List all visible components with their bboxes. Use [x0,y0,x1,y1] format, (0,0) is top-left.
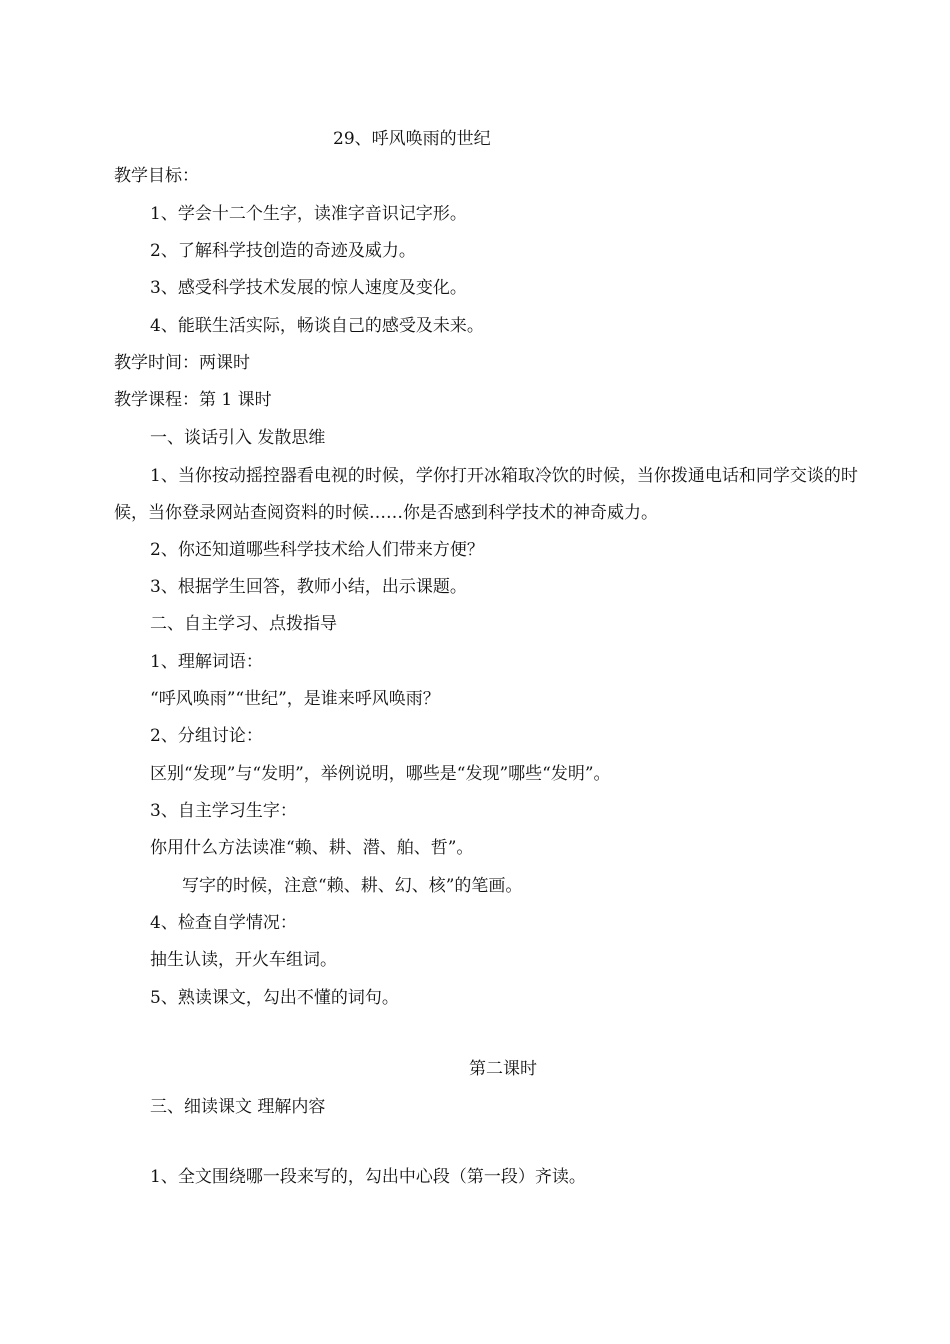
goals-heading: 教学目标： [114,166,199,186]
section-2-heading: 二、自主学习、点拨指导 [150,614,337,634]
section-2-item-5: 5、熟读课文，勾出不懂的词句。 [150,988,399,1008]
section-2-item-4: 4、检查自学情况： [150,913,297,933]
section-3-heading: 三、细读课文 理解内容 [150,1097,326,1117]
section-2-item-2: 2、分组讨论： [150,726,263,746]
section-2-item-1: 1、理解词语： [150,652,263,672]
goal-item: 4、能联生活实际，畅谈自己的感受及未来。 [150,316,484,336]
section-1-heading: 一、谈话引入 发散思维 [150,428,326,448]
section-1-paragraph-3: 3、根据学生回答，教师小结，出示课题。 [150,577,467,597]
section-2-item-2-text: 区别“发现”与“发明”，举例说明，哪些是“发现”哪些“发明”。 [150,764,611,784]
goal-item: 3、感受科学技术发展的惊人速度及变化。 [150,278,467,298]
goal-item: 2、了解科学技创造的奇迹及威力。 [150,241,416,261]
section-2-item-3: 3、自主学习生字： [150,801,297,821]
teaching-time: 教学时间：两课时 [114,353,250,373]
section-2-item-1-text: “呼风唤雨”“世纪”，是谁来呼风唤雨？ [150,689,440,709]
teaching-course: 教学课程：第 1 课时 [114,390,272,410]
section-2-item-4-text: 抽生认读，开火车组词。 [150,950,337,970]
section-2-item-3-text-2: 写字的时候，注意“赖、耕、幻、核”的笔画。 [182,876,523,896]
document-title: 29、呼风唤雨的世纪 [333,129,491,149]
section-1-paragraph-2: 2、你还知道哪些科学技术给人们带来方便？ [150,540,484,560]
goal-item: 1、学会十二个生字，读准字音识记字形。 [150,204,467,224]
section-2-item-3-text-1: 你用什么方法读准“赖、耕、潜、舶、哲”。 [150,838,474,858]
lesson-2-heading: 第二课时 [469,1059,537,1079]
section-3-paragraph-1: 1、全文围绕哪一段来写的，勾出中心段（第一段）齐读。 [150,1167,586,1187]
section-1-paragraph-1: 1、当你按动摇控器看电视的时候，学你打开冰箱取冷饮的时候，当你拨通电话和同学交谈的时候，当你登录网站查阅资料的时候……你是否感到科学技术的神奇威力。 [114,466,858,523]
